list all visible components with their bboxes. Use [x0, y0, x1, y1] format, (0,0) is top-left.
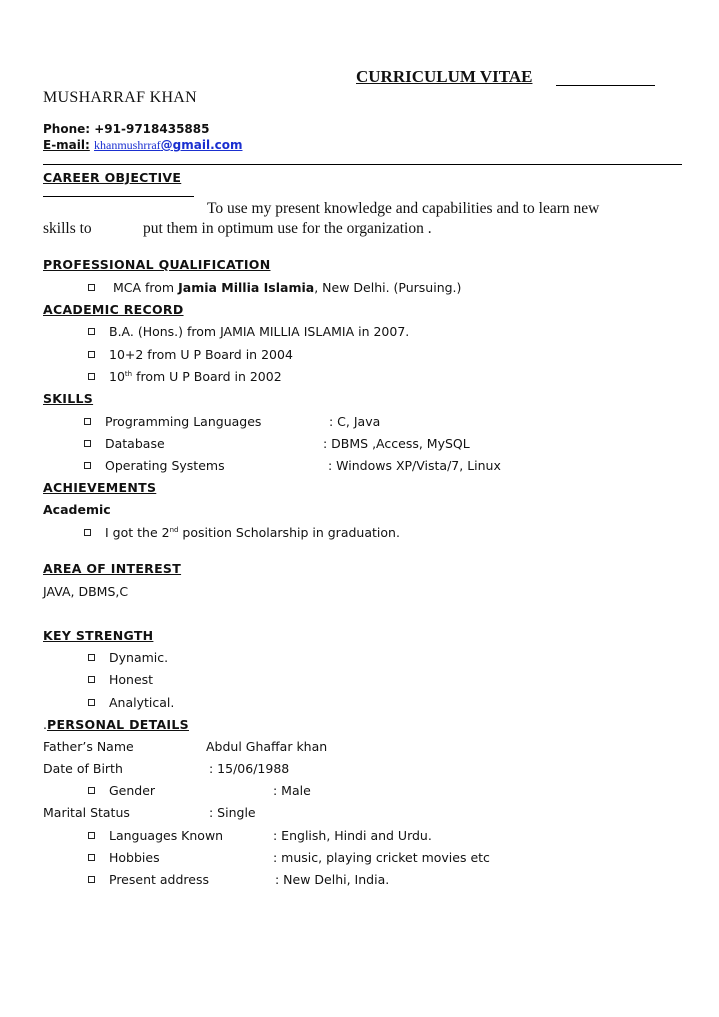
- address-value: : New Delhi, India.: [275, 872, 390, 887]
- qualification-prefix: MCA from: [112, 280, 175, 295]
- phone-number: +91-9718435885: [94, 122, 210, 136]
- checkbox-bullet-icon: [88, 787, 95, 794]
- key-strength-heading: KEY STRENGTH: [43, 628, 154, 643]
- achievements-subheading: Academic: [43, 502, 111, 517]
- qualification-university: Jamia Millia Islamia: [178, 280, 315, 295]
- list-item: [88, 650, 168, 665]
- list-item: [88, 347, 293, 362]
- checkbox-bullet-icon: [88, 832, 95, 839]
- candidate-name: MUSHARRAF KHAN: [43, 89, 198, 106]
- strength-item: Honest: [109, 672, 154, 687]
- list-item: [88, 324, 409, 339]
- personal-details-heading: PERSONAL DETAILS: [46, 717, 189, 732]
- skill-value: : C, Java: [329, 414, 381, 429]
- phone-line: [43, 122, 209, 136]
- academic-item-ba: B.A. (Hons.) from JAMIA MILLIA ISLAMIA in 2007.: [109, 324, 410, 339]
- checkbox-bullet-icon: [88, 876, 95, 883]
- checkbox-bullet-icon: [88, 676, 95, 683]
- skill-label: Operating Systems: [105, 458, 225, 473]
- hobbies-label: Hobbies: [109, 850, 160, 865]
- gender-label: Gender: [109, 783, 156, 798]
- header-divider: [43, 164, 682, 165]
- list-item: [88, 672, 153, 687]
- skill-label: Programming Languages: [105, 414, 262, 429]
- father-name-value: Abdul Ghaffar khan: [206, 739, 328, 754]
- checkbox-bullet-icon: [88, 654, 95, 661]
- list-item: [88, 695, 174, 710]
- list-item: [88, 369, 282, 384]
- email-link[interactable]: [94, 138, 243, 152]
- list-item: [84, 414, 261, 429]
- email-domain: @gmail.com: [160, 138, 243, 152]
- academic-item-10th-sup: th: [124, 369, 133, 378]
- list-item: [84, 525, 400, 540]
- strength-item: Analytical.: [109, 695, 175, 710]
- achievement-post: position Scholarship in graduation.: [178, 525, 400, 540]
- achievement-pre: I got the 2: [105, 525, 170, 540]
- list-item: [88, 850, 160, 865]
- list-item: [88, 280, 461, 295]
- career-objective-heading: CAREER OBJECTIVE: [43, 170, 182, 185]
- checkbox-bullet-icon: [88, 284, 95, 291]
- dob-label: Date of Birth: [43, 761, 123, 776]
- skills-heading: SKILLS: [43, 391, 94, 406]
- email-line: [43, 138, 243, 153]
- list-item: [88, 828, 223, 843]
- phone-label: Phone:: [43, 122, 91, 136]
- checkbox-bullet-icon: [88, 351, 95, 358]
- languages-label: Languages Known: [109, 828, 224, 843]
- achievements-heading: ACHIEVEMENTS: [43, 480, 157, 495]
- marital-status-value: : Single: [209, 805, 256, 820]
- checkbox-bullet-icon: [88, 699, 95, 706]
- list-item: [84, 458, 225, 473]
- address-label: Present address: [109, 872, 209, 887]
- qualification-suffix: , New Delhi. (Pursuing.): [314, 280, 462, 295]
- personal-details-dot: .: [43, 717, 47, 732]
- professional-qualification-heading: PROFESSIONAL QUALIFICATION: [43, 257, 271, 272]
- career-objective-line2b: put them in optimum use for the organization .: [143, 220, 432, 237]
- list-item: [88, 783, 155, 798]
- academic-record-heading: ACADEMIC RECORD: [43, 302, 184, 317]
- checkbox-bullet-icon: [84, 440, 91, 447]
- checkbox-bullet-icon: [84, 418, 91, 425]
- career-objective-line2a: skills to: [43, 220, 92, 237]
- strength-item: Dynamic.: [109, 650, 169, 665]
- area-of-interest-heading: AREA OF INTEREST: [43, 561, 182, 576]
- academic-item-10th-num: 10: [109, 369, 125, 384]
- career-objective-line1: To use my present knowledge and capabilities and to learn new: [207, 200, 600, 217]
- email-user: khanmushrraf: [94, 138, 161, 152]
- career-objective-rule: [43, 196, 194, 197]
- marital-status-label: Marital Status: [43, 805, 130, 820]
- list-item: [84, 436, 165, 451]
- list-item: [88, 872, 209, 887]
- hobbies-value: : music, playing cricket movies etc: [273, 850, 490, 865]
- checkbox-bullet-icon: [84, 462, 91, 469]
- title-underline-extension: [556, 85, 655, 86]
- academic-item-10th-rest: from U P Board in 2002: [132, 369, 282, 384]
- dob-value: : 15/06/1988: [209, 761, 290, 776]
- languages-value: : English, Hindi and Urdu.: [273, 828, 432, 843]
- gender-value: : Male: [273, 783, 311, 798]
- checkbox-bullet-icon: [88, 854, 95, 861]
- father-name-label: Father’s Name: [43, 739, 134, 754]
- personal-details-heading-line: [43, 717, 189, 732]
- checkbox-bullet-icon: [88, 373, 95, 380]
- achievement-sup: nd: [169, 525, 179, 534]
- skill-label: Database: [105, 436, 165, 451]
- skill-value: : DBMS ,Access, MySQL: [323, 436, 470, 451]
- area-of-interest-value: JAVA, DBMS,C: [43, 584, 129, 599]
- skill-value: : Windows XP/Vista/7, Linux: [328, 458, 501, 473]
- email-label: E-mail:: [43, 138, 90, 152]
- checkbox-bullet-icon: [84, 529, 91, 536]
- checkbox-bullet-icon: [88, 328, 95, 335]
- document-title: CURRICULUM VITAE: [356, 67, 533, 86]
- academic-item-12th: 10+2 from U P Board in 2004: [109, 347, 293, 362]
